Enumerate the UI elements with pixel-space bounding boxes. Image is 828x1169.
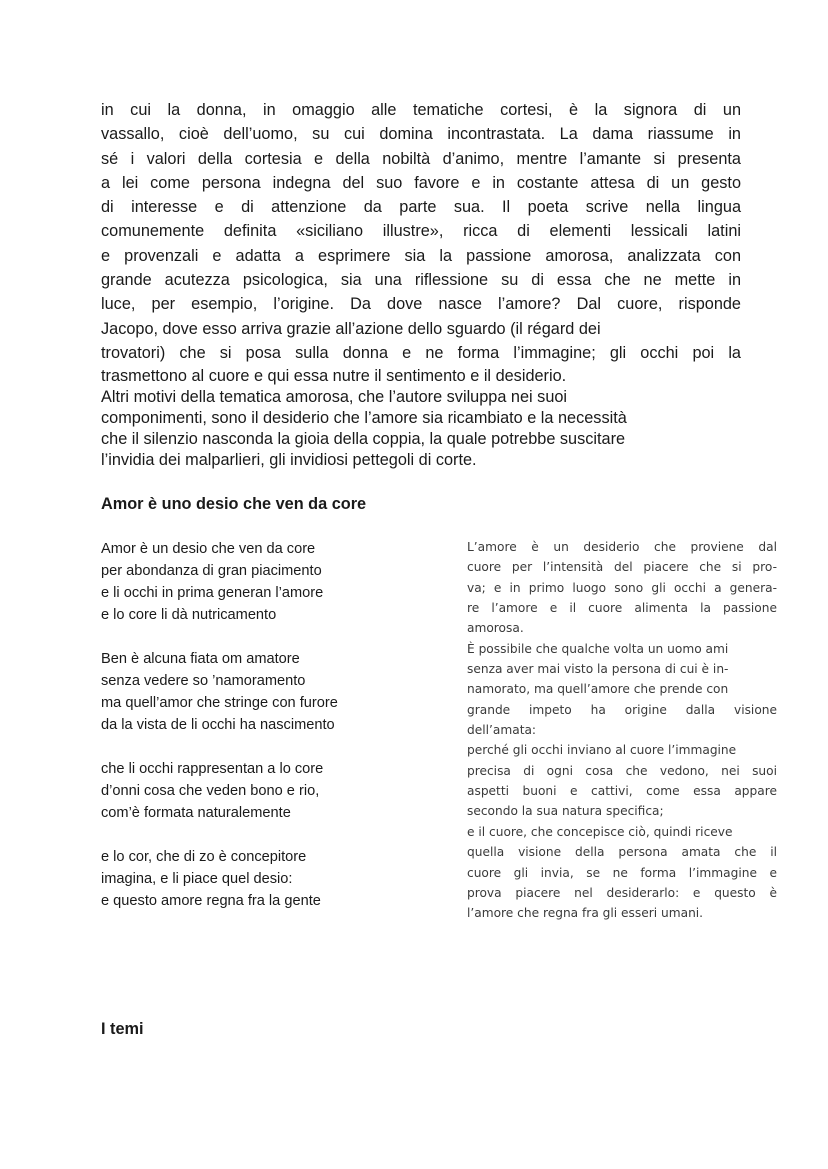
translation-line: aspetti buoni e cattivi, come essa appare — [467, 784, 777, 799]
translation-line: va; e in primo luogo sono gli occhi a genera- — [467, 580, 777, 595]
intro-line: l’invidia dei malparlieri, gli invidiosi pettegoli di corte. — [101, 451, 477, 470]
translation-line: prova piacere nel desiderarlo: e questo è — [467, 885, 777, 900]
poem-verse: per abondanza di gran piacimento — [101, 563, 322, 579]
poem-verse: Amor è un desio che ven da core — [101, 541, 316, 557]
translation-line: namorato, ma quell’amore che prende con — [467, 682, 729, 697]
translation-line: re l’amore e il cuore alimenta la passione — [467, 601, 777, 616]
poem-verse: d’onni cosa che veden bono e rio, — [101, 783, 320, 799]
translation-line: cuore gli invia, se ne forma l’immagine e — [467, 865, 777, 880]
translation-line: precisa di ogni cosa che vedono, nei suoi — [467, 763, 777, 778]
translation-line: grande impeto ha origine dalla visione — [467, 702, 777, 717]
poem-verse: ma quell’amor che stringe con furore — [101, 695, 338, 711]
translation-line: l’amore che regna fra gli esseri umani. — [467, 906, 704, 921]
intro-line: Jacopo, dove esso arriva grazie all’azione dello sguardo (il régard dei — [101, 319, 601, 338]
intro-line: sé i valori della cortesia e della nobiltà d’animo, mentre l’amante si presenta — [101, 149, 741, 168]
intro-line: componimenti, sono il desiderio che l’amore sia ricambiato e la necessità — [101, 409, 627, 428]
section-heading: I temi — [101, 1020, 144, 1038]
intro-line: trasmettono al cuore e qui essa nutre il sentimento e il desiderio. — [101, 367, 567, 386]
translation-line: dell’amata: — [467, 723, 537, 738]
poem-stanza — [101, 648, 431, 736]
intro-line: che il silenzio nasconda la gioia della coppia, la quale potrebbe suscitare — [101, 430, 626, 449]
poem-verse: e questo amore regna fra la gente — [101, 893, 321, 909]
translation-line: amorosa. — [467, 621, 524, 636]
translation-line: quella visione della persona amata che il — [467, 845, 777, 860]
intro-line: trovatori) che si posa sulla donna e ne forma l’immagine; gli occhi poi la — [101, 343, 741, 362]
poem-stanza — [101, 846, 431, 912]
poem-verse: Ben è alcuna fiata om amatore — [101, 651, 300, 667]
poem-stanza — [101, 758, 431, 824]
translation-line: secondo la sua natura specifica; — [467, 804, 664, 819]
poem-stanza — [101, 538, 431, 626]
translation-line: È possibile che qualche volta un uomo ami — [467, 641, 729, 656]
intro-line: vassallo, cioè dell’uomo, su cui domina incontrastata. La dama riassume in — [101, 125, 741, 144]
translation-line: senza aver mai visto la persona di cui è in- — [467, 662, 729, 677]
poem-verse: e li occhi in prima generan l’amore — [101, 585, 324, 601]
poem-verse: che li occhi rappresentan a lo core — [101, 761, 324, 777]
poem-title: Amor è uno desio che ven da core — [101, 495, 367, 513]
intro-line: in cui la donna, in omaggio alle tematiche cortesi, è la signora di un — [101, 101, 741, 119]
poem-verse: da la vista de li occhi ha nascimento — [101, 717, 335, 733]
poem-verse: e lo cor, che di zo è concepitore — [101, 849, 307, 865]
intro-line: e provenzali e adatta a esprimere sia la passione amorosa, analizzata con — [101, 246, 741, 265]
translation-line: perché gli occhi inviano al cuore l’immagine — [467, 743, 737, 758]
intro-paragraph — [101, 98, 741, 471]
poem-verse: senza vedere so ’namoramento — [101, 673, 306, 689]
intro-line: di interesse e di attenzione da parte sua. Il poeta scrive nella lingua — [101, 198, 741, 217]
intro-line: Altri motivi della tematica amorosa, che l’autore sviluppa nei suoi — [101, 388, 568, 407]
translation-line: L’amore è un desiderio che proviene dal — [467, 540, 777, 554]
intro-line: grande acutezza psicologica, sia una riflessione su di essa che ne mette in — [101, 271, 741, 290]
intro-line: luce, per esempio, l’origine. Da dove nasce l’amore? Dal cuore, risponde — [101, 295, 741, 314]
poem-verse: com’è formata naturalemente — [101, 805, 291, 821]
intro-line: comunemente definita «siciliano illustre», ricca di elementi lessicali latini — [101, 222, 741, 241]
translation-line: cuore per l’intensità del piacere che si pro- — [467, 560, 777, 575]
intro-line: a lei come persona indegna del suo favore e in costante attesa di un gesto — [101, 173, 741, 192]
poem-translation — [467, 537, 777, 924]
poem-original — [101, 538, 431, 934]
poem-verse: imagina, e li piace quel desio: — [101, 871, 293, 887]
poem-verse: e lo core li dà nutricamento — [101, 607, 277, 623]
translation-line: e il cuore, che concepisce ciò, quindi riceve — [467, 824, 733, 839]
